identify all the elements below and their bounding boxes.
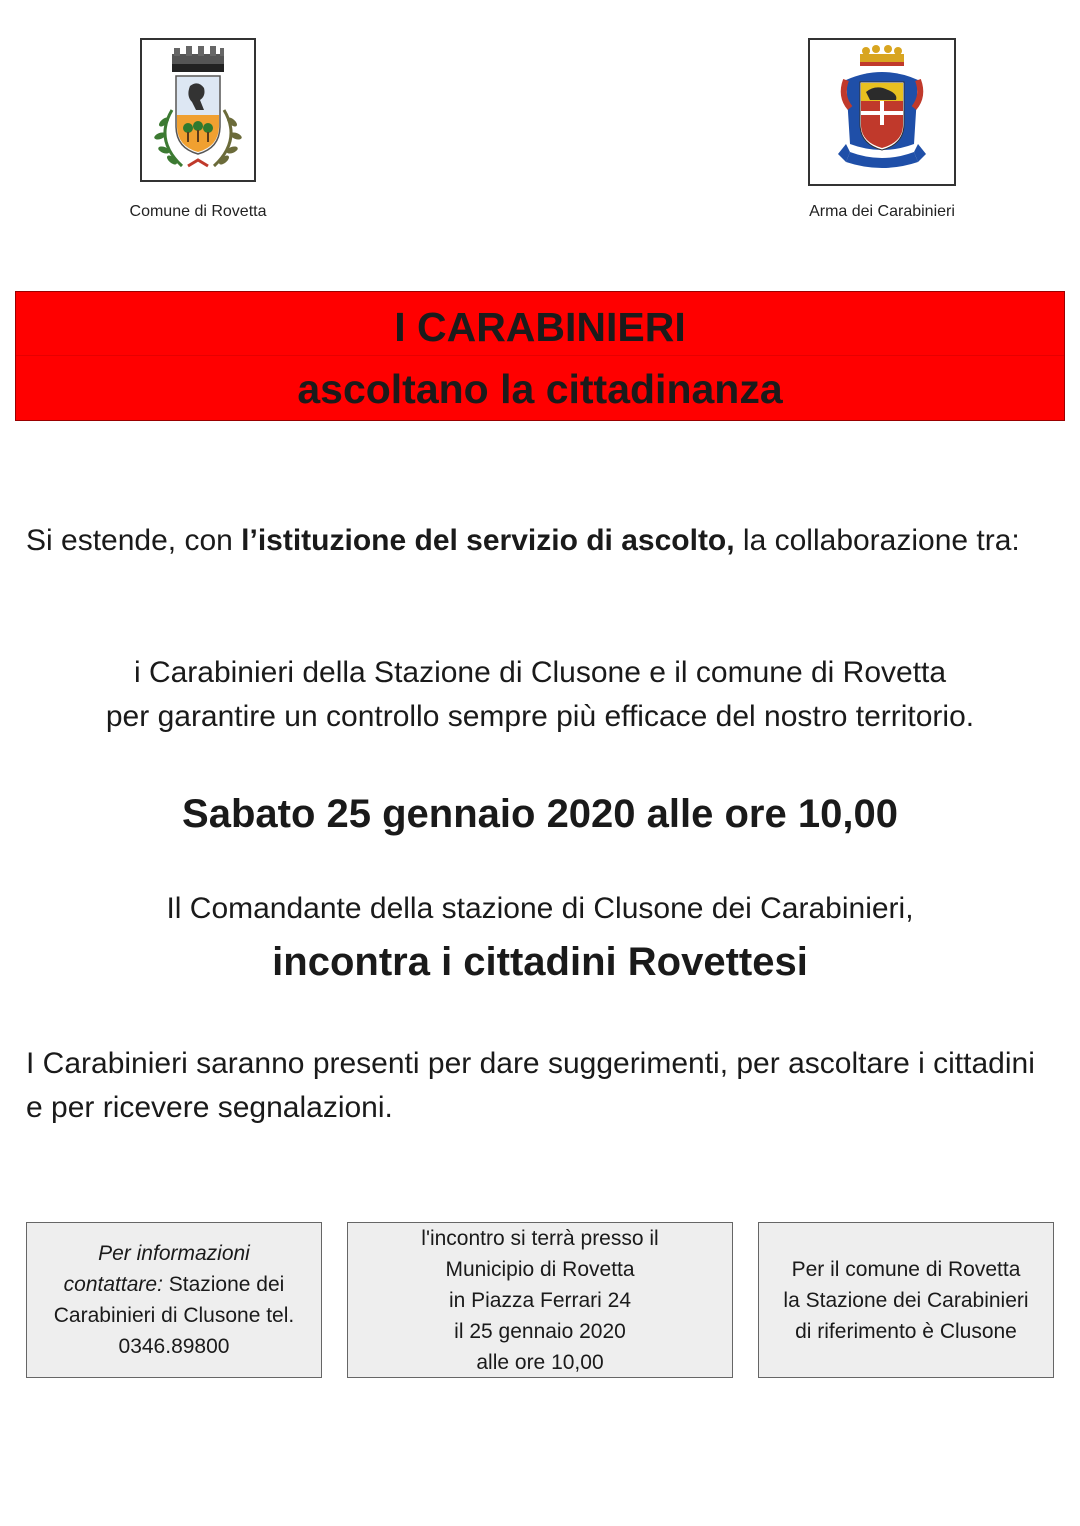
right-logo-caption: Arma dei Carabinieri — [809, 203, 955, 220]
venue-line: l'incontro si terrà presso il — [421, 1226, 659, 1250]
reference-line: Per il comune di Rovetta — [791, 1257, 1021, 1281]
venue-line: in Piazza Ferrari 24 — [448, 1288, 632, 1312]
venue-line: il 25 gennaio 2020 — [454, 1319, 626, 1343]
intro-paragraph — [26, 519, 1056, 563]
arma-dei-carabinieri-coat-of-arms-icon — [810, 40, 954, 184]
contact-italic-1: Per informazioni — [98, 1242, 250, 1265]
venue-line: alle ore 10,00 — [476, 1350, 604, 1374]
intro-suffix: la collaborazione tra: — [734, 524, 1020, 557]
contact-text-3: Carabinieri di Clusone tel. — [53, 1304, 295, 1327]
commander-line: Il Comandante della stazione di Clusone dei Carabinieri, — [166, 892, 914, 925]
reference-line: la Stazione dei Carabinieri — [783, 1288, 1029, 1312]
left-logo-caption: Comune di Rovetta — [129, 203, 267, 220]
presence-paragraph: I Carabinieri saranno presenti per dare suggerimenti, per ascoltare i cittadini e per ricevere segnalazioni. — [26, 1047, 1035, 1124]
arma-dei-carabinieri-logo — [808, 38, 956, 186]
intro-bold: l’istituzione del servizio di ascolto, — [241, 524, 735, 557]
contact-info-box — [26, 1222, 322, 1378]
comune-di-rovetta-logo — [140, 38, 256, 182]
contact-text-2: Stazione dei — [162, 1273, 285, 1296]
intro-prefix: Si estende, con — [26, 524, 242, 557]
venue-line: Municipio di Rovetta — [445, 1257, 635, 1281]
meet-line: incontra i cittadini Rovettesi — [272, 940, 808, 984]
venue-info-box — [347, 1222, 733, 1378]
parties-line-2: per garantire un controllo sempre più efficace del nostro territorio. — [105, 700, 975, 733]
parties-line-1: i Carabinieri della Stazione di Clusone e il comune di Rovetta — [133, 656, 947, 689]
reference-station-box — [758, 1222, 1054, 1378]
contact-phone: 0346.89800 — [118, 1335, 230, 1358]
contact-italic-2: contattare: — [63, 1273, 163, 1296]
banner-title: I CARABINIERI — [394, 304, 686, 350]
reference-line: di riferimento è Clusone — [795, 1319, 1017, 1343]
event-date: Sabato 25 gennaio 2020 alle ore 10,00 — [182, 792, 898, 836]
banner-subtitle: ascoltano la cittadinanza — [297, 366, 783, 412]
banner-divider — [16, 355, 1064, 356]
comune-di-rovetta-coat-of-arms-icon — [142, 40, 254, 180]
